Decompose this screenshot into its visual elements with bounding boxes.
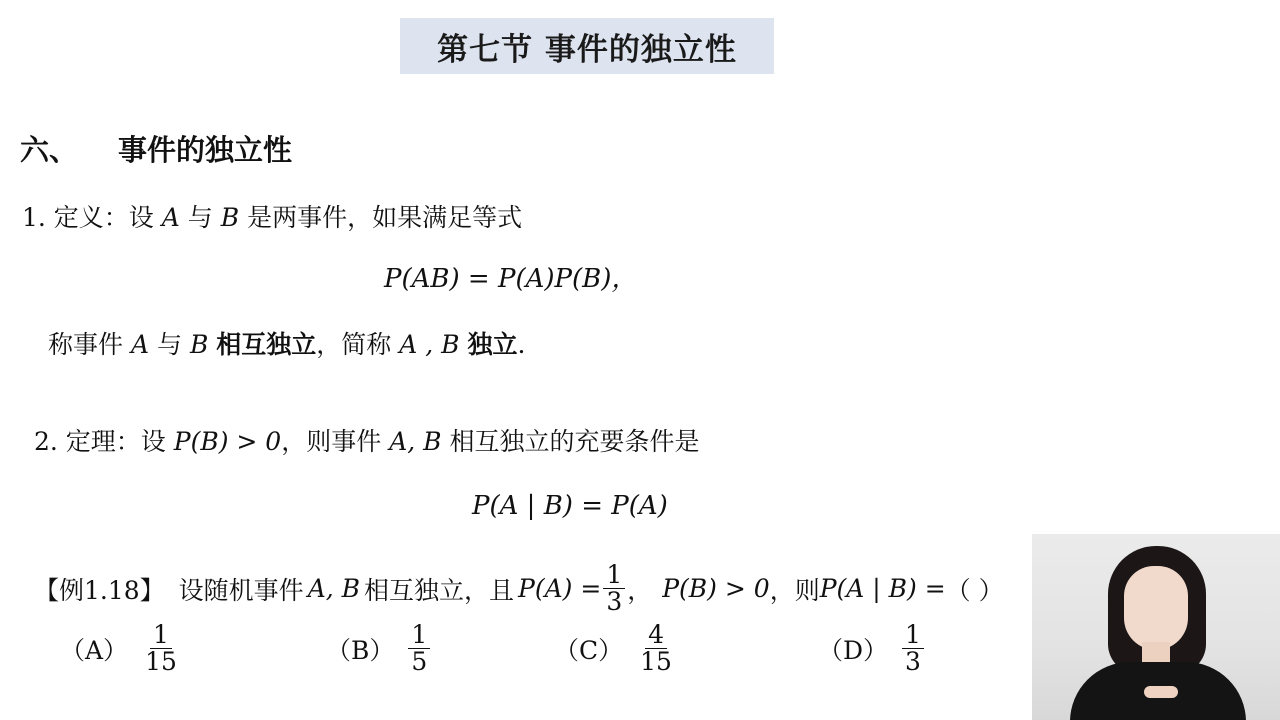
- option-b[interactable]: [326, 622, 432, 676]
- example-text3: ，则: [769, 575, 820, 605]
- example-answer-blank: （ ）: [945, 575, 1004, 605]
- presenter-top-cutout: [1144, 686, 1178, 698]
- event-b: B: [220, 203, 240, 232]
- option-denominator: 5: [411, 647, 428, 677]
- note-independent: 独立: [467, 330, 518, 359]
- definition-formula: P(AB) = P(A)P(B)，: [384, 264, 638, 294]
- event-a: A: [161, 203, 180, 232]
- note-event-b: B: [189, 330, 209, 359]
- slide-title: 第七节 事件的独立性: [400, 18, 774, 74]
- option-fraction: [408, 622, 430, 676]
- fraction-denominator: 3: [606, 587, 623, 617]
- example-text1: 设随机事件: [178, 575, 304, 605]
- option-label: （C）: [554, 635, 624, 665]
- example-pb: P(B) > 0: [662, 574, 770, 604]
- example-ask: P(A | B) =: [819, 574, 946, 604]
- presenter-webcam: [1032, 534, 1280, 720]
- definition-with: 与: [187, 203, 213, 232]
- option-fraction: [142, 622, 180, 676]
- answer-options: [0, 622, 1040, 692]
- option-d[interactable]: [818, 622, 926, 676]
- option-denominator: 15: [145, 647, 177, 677]
- example-text2: 相互独立，且: [364, 575, 515, 605]
- definition-lead: 1. 定义：设: [22, 203, 154, 232]
- section-title: 事件的独立性: [118, 133, 293, 167]
- option-numerator: 1: [150, 622, 172, 649]
- example-fraction: [603, 562, 625, 616]
- section-number: 六、: [20, 133, 79, 167]
- example-tag: 【例1.18】: [34, 575, 165, 605]
- theorem-tail1: ，则事件: [281, 427, 382, 456]
- note-middle: ，简称: [316, 330, 392, 359]
- note-event-a: A: [130, 330, 150, 359]
- definition-note: [48, 325, 525, 361]
- theorem-condition: P(B) > 0: [173, 427, 282, 456]
- example-sep: ，: [627, 575, 653, 605]
- example-line: [34, 562, 1004, 616]
- theorem-line: [34, 422, 699, 458]
- option-a[interactable]: [60, 622, 182, 676]
- note-prefix: 称事件: [48, 330, 124, 359]
- theorem-events: A, B: [389, 427, 442, 456]
- option-numerator: 1: [902, 622, 924, 649]
- option-label: （B）: [326, 635, 395, 665]
- note-with: 与: [156, 330, 182, 359]
- option-denominator: 15: [640, 647, 672, 677]
- example-events: A, B: [307, 574, 361, 604]
- presenter-face: [1124, 566, 1188, 650]
- option-denominator: 3: [905, 647, 921, 677]
- option-fraction: [637, 622, 675, 676]
- option-numerator: 1: [408, 622, 430, 649]
- note-mutually-independent: 相互独立: [216, 330, 317, 359]
- option-numerator: 4: [645, 622, 667, 649]
- note-end: .: [517, 330, 526, 359]
- theorem-tail2: 相互独立的充要条件是: [449, 427, 700, 456]
- note-events-ab: A , B: [399, 330, 460, 359]
- option-label: （A）: [60, 635, 129, 665]
- section-heading: [20, 128, 292, 169]
- definition-tail: 是两事件，如果满足等式: [247, 203, 523, 232]
- option-label: （D）: [818, 635, 889, 665]
- option-c[interactable]: [554, 622, 677, 676]
- definition-line: [22, 198, 522, 234]
- theorem-formula: P(A | B) = P(A): [472, 491, 668, 521]
- example-pa: P(A) =: [518, 574, 602, 604]
- theorem-lead: 2. 定理：设: [34, 427, 166, 456]
- fraction-numerator: 1: [603, 562, 625, 589]
- option-fraction: [902, 622, 924, 676]
